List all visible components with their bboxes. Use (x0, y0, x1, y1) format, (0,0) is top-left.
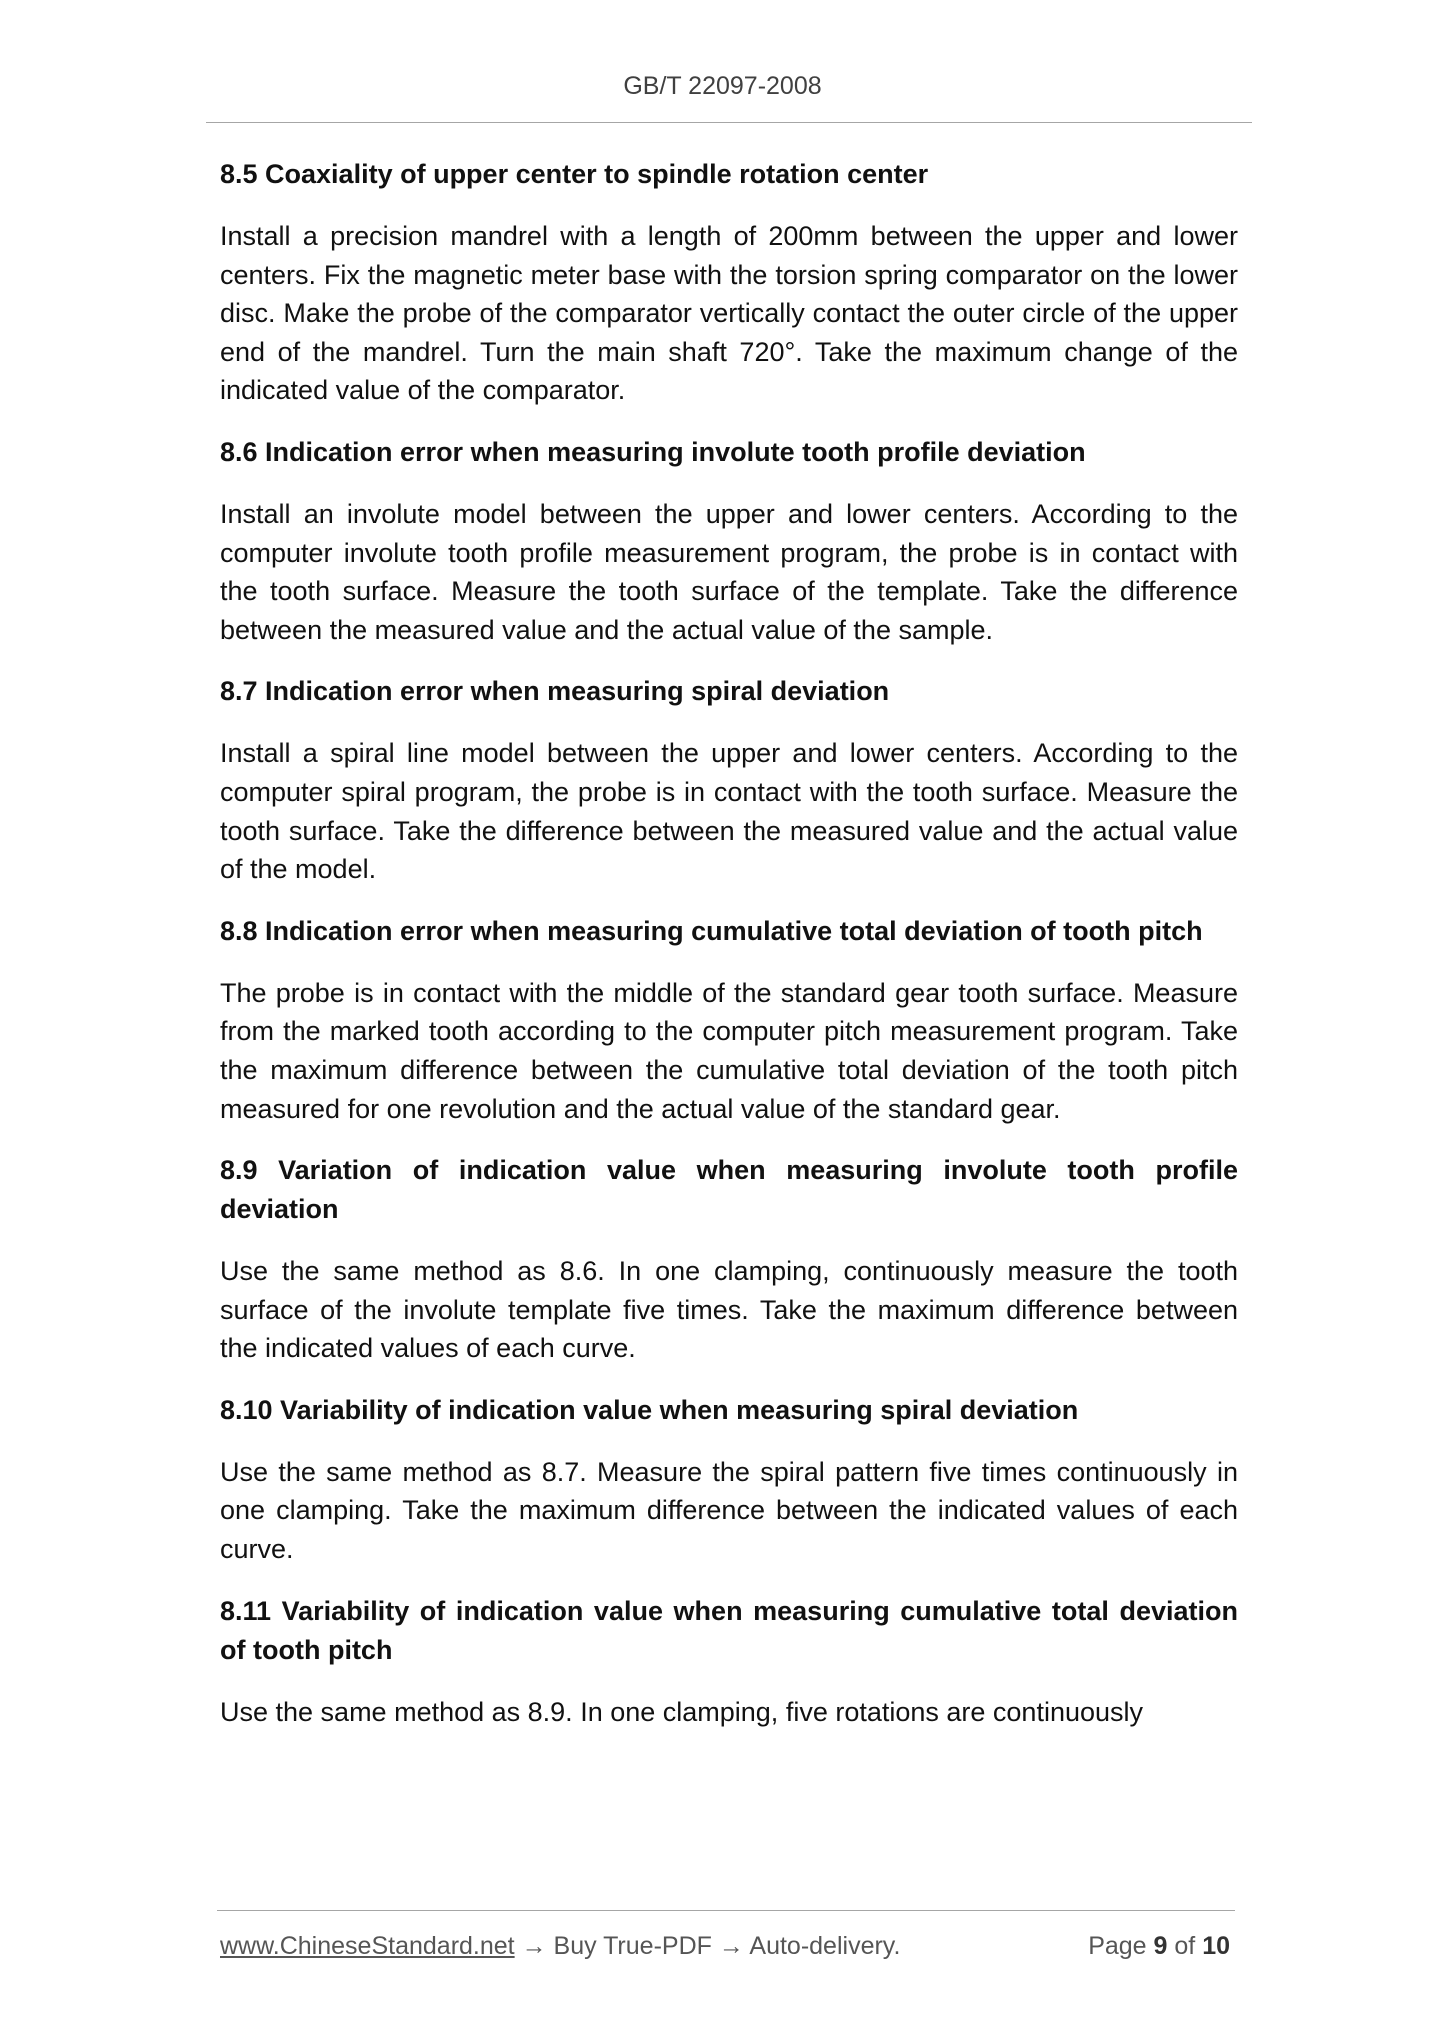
section-8-7-title: 8.7 Indication error when measuring spiral deviation (220, 676, 890, 707)
page-of-label: of (1167, 1932, 1203, 1960)
page-current: 9 (1153, 1932, 1168, 1960)
section-8-11-body: Use the same method as 8.9. In one clamping, five rotations are continuously (220, 1696, 1144, 1727)
page-content (220, 155, 1238, 1754)
section-8-10-body: Use the same method as 8.7. Measure the spiral pattern five times continuously in one clamping. Take the maximum difference between the indicated values of each curve. (220, 1456, 1238, 1565)
footer-promo (220, 1932, 900, 1961)
footer-divider (217, 1910, 1235, 1911)
website-link[interactable]: www.ChineseStandard.net (220, 1932, 515, 1960)
document-header: GB/T 22097-2008 (623, 72, 822, 100)
footer-tagline: → Buy True-PDF → Auto-delivery. (514, 1932, 901, 1960)
section-8-5-title: 8.5 Coaxiality of upper center to spindle rotation center (220, 159, 929, 189)
page-indicator (1088, 1932, 1230, 1961)
section-8-9-body: Use the same method as 8.6. In one clamping, continuously measure the tooth surface of the involute template five times. Take the maximum difference between the indicated values of each curve. (220, 1256, 1238, 1364)
section-8-6-body: Install an involute model between the upper and lower centers. According to the computer involute tooth profile measurement program, the probe is in contact with the tooth surface. Measure the tooth surface of the template. Take the difference between the measured value and the actual value of the sample. (220, 498, 1238, 645)
section-8-8-body: The probe is in contact with the middle of the standard gear tooth surface. Measure from the marked tooth according to the computer pitch measurement program. Take the maximum difference between the cumulative total deviation of the tooth pitch measured for one revolution and the actual value of the standard gear. (220, 977, 1238, 1124)
section-8-7-body: Install a spiral line model between the upper and lower centers. According to the computer spiral program, the probe is in contact with the tooth surface. Measure the tooth surface. Take the difference between the measured value and the actual value of the model. (220, 738, 1238, 885)
section-8-8-title: 8.8 Indication error when measuring cumulative total deviation of tooth pitch (220, 915, 1203, 946)
page-label: Page (1088, 1932, 1154, 1960)
section-8-6-title: 8.6 Indication error when measuring involute tooth profile deviation (220, 436, 1086, 467)
section-8-9-title: 8.9 Variation of indication value when measuring involute tooth profile deviation (220, 1155, 1238, 1225)
header-divider (206, 122, 1252, 123)
section-8-5-body: Install a precision mandrel with a length of 200mm between the upper and lower centers. Fix the magnetic meter base with the torsion spring comparator on the lower disc. Make the probe of the comparator vertically contact the outer circle of the upper end of the mandrel. Turn the main shaft 720°. Take the maximum change of the indicated value of the comparator. (220, 221, 1238, 406)
section-8-10-title: 8.10 Variability of indication value when measuring spiral deviation (220, 1394, 1079, 1425)
section-8-11-title: 8.11 Variability of indication value when measuring cumulative total deviation of tooth pitch (220, 1595, 1238, 1665)
page-total: 10 (1202, 1932, 1230, 1960)
